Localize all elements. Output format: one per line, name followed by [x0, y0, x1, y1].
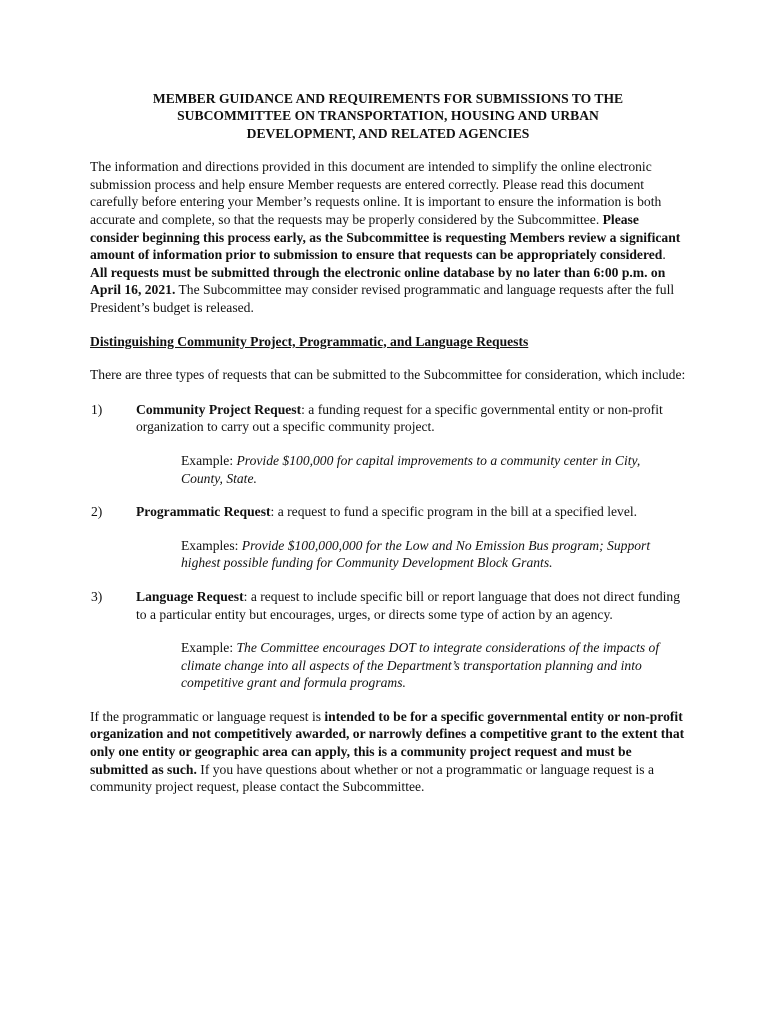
section-lead: There are three types of requests that can be submitted to the Subcommittee for consideration, which include:: [90, 367, 686, 383]
intro-text-1: The information and directions provided in this document are intended to simplify the online electronic submission process and help ensure Member requests are entered correctly. Please read this document carefully before entering your Member’s requests online. It is important to ensure the information is both accurate and complete, so that the requests may be properly considered by the Subcommittee.: [90, 159, 662, 227]
intro-text-3: The Subcommittee may consider revised programmatic and language requests after the full President’s budget is released.: [90, 282, 675, 315]
request-description: : a request to fund a specific program in the bill at a specified level.: [270, 504, 638, 520]
request-number: 1): [91, 401, 103, 417]
example-text: Provide $100,000,000 for the Low and No Emission Bus program; Support highest possible funding for Community Development Block Grants.: [181, 537, 651, 571]
intro-bold-1: Please consider beginning this process early, as the Subcommittee is requesting Members review a significant amount of information prior to submission to ensure that requests can be appropriately considered: [90, 212, 681, 263]
request-description: : a request to include specific bill or report language that does not direct funding to a particular entity but encourages, urges, or directs some type of action by an agency.: [136, 588, 681, 622]
intro-text-2: .: [662, 247, 666, 263]
request-body: [136, 401, 686, 436]
request-number: 3): [91, 588, 103, 604]
example-text: The Committee encourages DOT to integrate considerations of the impacts of climate change into all aspects of the Department’s transportation planning and into competitive grant and formula programs.: [181, 640, 660, 691]
document-title: [90, 90, 686, 142]
request-item-2: [90, 503, 686, 521]
request-number: 2): [91, 504, 103, 520]
request-example-2: [181, 537, 671, 572]
request-example-3: [181, 639, 671, 692]
request-description: : a funding request for a specific governmental entity or non-profit organization to carry out a specific community project.: [136, 401, 663, 435]
title-line-2: SUBCOMMITTEE ON TRANSPORTATION, HOUSING AND URBAN: [177, 108, 599, 124]
document-page: [90, 90, 686, 796]
request-example-1: [181, 452, 671, 487]
request-body: [136, 588, 686, 623]
closing-text-1: If the programmatic or language request is: [90, 708, 325, 724]
request-item-3: [90, 588, 686, 623]
intro-paragraph: [90, 158, 686, 316]
title-line-3: DEVELOPMENT, AND RELATED AGENCIES: [246, 125, 530, 141]
request-body: [136, 503, 686, 521]
example-label: Example:: [181, 452, 237, 468]
example-label: Example:: [181, 640, 237, 656]
closing-paragraph: [90, 708, 686, 796]
title-line-1: MEMBER GUIDANCE AND REQUIREMENTS FOR SUBMISSIONS TO THE: [152, 91, 624, 106]
closing-text-2: If you have questions about whether or not a programmatic or language request is a community project request, please contact the Subcommittee.: [90, 761, 655, 795]
example-label: Examples:: [181, 537, 242, 553]
request-name: Language Request: [136, 588, 244, 604]
request-name: Community Project Request: [136, 401, 302, 417]
intro-bold-2: All requests must be submitted through the electronic online database by no later than 6:00 p.m. on April 16, 2021.: [90, 264, 666, 298]
closing-bold: intended to be for a specific governmental entity or non-profit organization and not competitively awarded, or narrowly defines a competitive grant to the extent that only one entity or geographic area can apply, this is a community project request and must be submitted as such.: [90, 708, 685, 777]
request-name: Programmatic Request: [136, 504, 271, 520]
request-item-1: [90, 401, 686, 436]
example-text: Provide $100,000 for capital improvements to a community center in City, County, State.: [181, 452, 641, 486]
section-heading: Distinguishing Community Project, Programmatic, and Language Requests: [90, 333, 529, 349]
